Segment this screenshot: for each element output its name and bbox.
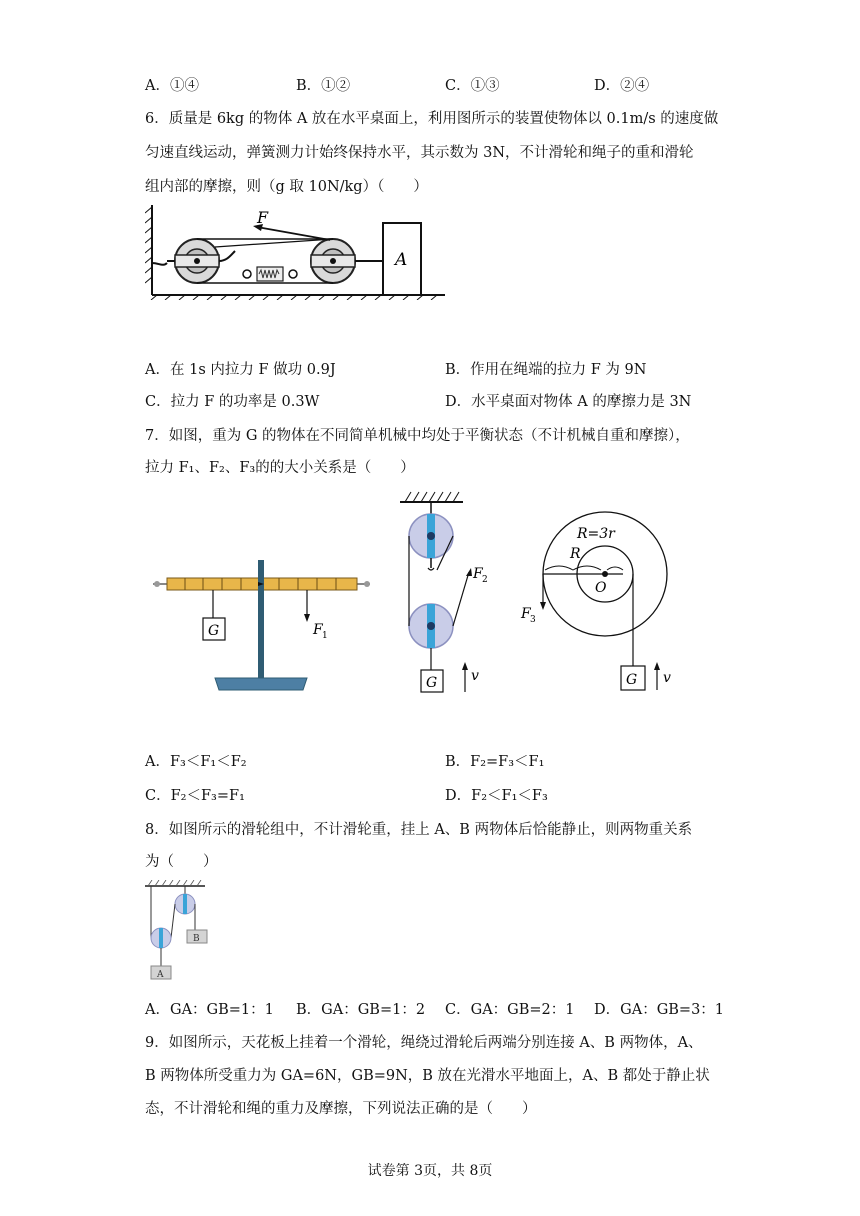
f3-sub: 3 <box>530 615 536 625</box>
option-text: ①④ <box>169 78 199 94</box>
option-text: F₃＜F₁＜F₂ <box>169 754 247 770</box>
q6-pulley-figure <box>145 205 450 300</box>
option-text: ②④ <box>620 78 650 94</box>
option-text: 作用在绳端的拉力 F 为 9N <box>470 362 647 378</box>
option-letter: A． <box>145 754 170 770</box>
wall-hook <box>152 263 167 265</box>
q8-option-d[interactable] <box>594 998 724 1019</box>
q5-option-d[interactable] <box>594 74 649 95</box>
option-text: ①② <box>321 78 351 94</box>
pulley-block <box>400 492 488 692</box>
option-text: 水平桌面对物体 A 的摩擦力是 3N <box>471 394 692 410</box>
option-letter: B． <box>445 754 471 770</box>
block-b-label: B <box>193 934 200 944</box>
f1-label: F <box>313 622 323 638</box>
option-letter: C． <box>145 788 171 804</box>
pulley-weight-label: G <box>426 675 438 691</box>
q8-stem-line-2: 为（ ） <box>145 854 218 870</box>
r-label: R <box>570 546 581 562</box>
option-text: GA：GB=2：1 <box>470 1002 575 1018</box>
q9-stem-line-2: B 两物体所受重力为 GA=6N，GB=9N，B 放在光滑水平地面上，A、B 都处于静止状 <box>145 1068 710 1084</box>
option-letter: D． <box>594 78 621 94</box>
q5-option-b[interactable] <box>296 74 350 95</box>
q6-stem-line-2: 匀速直线运动，弹簧测力计始终保持水平，其示数为 3N，不计滑轮和绳子的重和滑轮 <box>145 145 694 161</box>
option-letter: D． <box>445 788 472 804</box>
left-pulley <box>167 239 235 283</box>
q6-option-d[interactable] <box>445 390 691 411</box>
q9-stem-line-3: 态，不计滑轮和绳的重力及摩擦，下列说法正确的是（ ） <box>145 1101 537 1117</box>
pulley-v-label: v <box>471 668 479 684</box>
option-letter: A． <box>145 1002 170 1018</box>
q8-option-a[interactable] <box>145 998 274 1019</box>
q5-option-c[interactable] <box>445 74 500 95</box>
q6-stem-line-3: 组内部的摩擦，则（g 取 10N/kg）（ ） <box>145 179 428 195</box>
option-text: F₂＜F₃=F₁ <box>170 788 245 804</box>
option-letter: B． <box>445 362 471 378</box>
q7-option-a[interactable] <box>145 750 247 771</box>
f1-sub: 1 <box>322 631 328 641</box>
wheel-v-label: v <box>663 670 671 686</box>
option-text: F₂＜F₁＜F₃ <box>471 788 548 804</box>
option-letter: B． <box>296 78 322 94</box>
r-eq-label: R=3r <box>577 526 615 542</box>
option-text: 在 1s 内拉力 F 做功 0.9J <box>169 362 336 378</box>
q8-stem-line-1: 8．如图所示的滑轮组中，不计滑轮重，挂上 A、B 两物体后恰能静止，则两物重关系 <box>145 822 693 838</box>
q5-option-a[interactable] <box>145 74 199 95</box>
option-text: GA：GB=3：1 <box>620 1002 725 1018</box>
lever-weight-label: G <box>208 623 220 639</box>
q7-stem-line-1: 7．如图，重为 G 的物体在不同简单机械中均处于平衡状态（不计机械自重和摩擦）， <box>145 428 690 444</box>
force-arrow <box>257 227 330 240</box>
option-text: GA：GB=1：1 <box>169 1002 274 1018</box>
o-label: O <box>595 580 607 596</box>
f3-label: F <box>521 606 531 622</box>
force-label: F <box>257 208 269 227</box>
f2-label: F <box>473 566 483 582</box>
q7-option-b[interactable] <box>445 750 544 771</box>
q6-stem-line-1: 6．质量是 6kg 的物体 A 放在水平桌面上，利用图所示的装置使物体以 0.1m/s 的速度做 <box>145 111 719 127</box>
f2-sub: 2 <box>482 575 488 585</box>
q8-option-c[interactable] <box>445 998 575 1019</box>
q6-option-b[interactable] <box>445 358 646 379</box>
option-letter: C． <box>445 78 471 94</box>
option-letter: C． <box>145 394 171 410</box>
q7-machines-figure <box>145 488 705 698</box>
wheel-weight-label: G <box>626 672 638 688</box>
rope-diagonal <box>215 239 333 247</box>
option-letter: C． <box>445 1002 471 1018</box>
option-letter: D． <box>594 1002 621 1018</box>
block-a-label: A <box>157 970 164 980</box>
option-text: F₂=F₃＜F₁ <box>470 754 545 770</box>
q8-option-b[interactable] <box>296 998 425 1019</box>
option-text: 拉力 F 的功率是 0.3W <box>170 394 320 410</box>
option-letter: B． <box>296 1002 322 1018</box>
page-footer: 试卷第 3页，共 8页 <box>367 1163 493 1179</box>
q7-stem-line-2: 拉力 F₁、F₂、F₃的的大小关系是（ ） <box>145 460 415 476</box>
right-pulley <box>311 239 383 283</box>
wall-hatching <box>145 207 152 283</box>
option-letter: D． <box>445 394 472 410</box>
q6-option-c[interactable] <box>145 390 319 411</box>
option-text: ①③ <box>470 78 500 94</box>
q7-option-d[interactable] <box>445 784 548 805</box>
q9-stem-line-1: 9．如图所示，天花板上挂着一个滑轮，绳绕过滑轮后两端分别连接 A、B 两物体，A、 <box>145 1035 703 1051</box>
option-letter: A． <box>145 78 170 94</box>
option-text: GA：GB=1：2 <box>321 1002 426 1018</box>
spring-scale <box>243 267 297 281</box>
block-a-label: A <box>395 250 408 270</box>
wheel-and-axle <box>520 512 671 690</box>
q6-option-a[interactable] <box>145 358 336 379</box>
lever-balance <box>153 560 370 690</box>
q7-option-c[interactable] <box>145 784 245 805</box>
option-letter: A． <box>145 362 170 378</box>
q8-pulley-figure <box>145 880 215 985</box>
